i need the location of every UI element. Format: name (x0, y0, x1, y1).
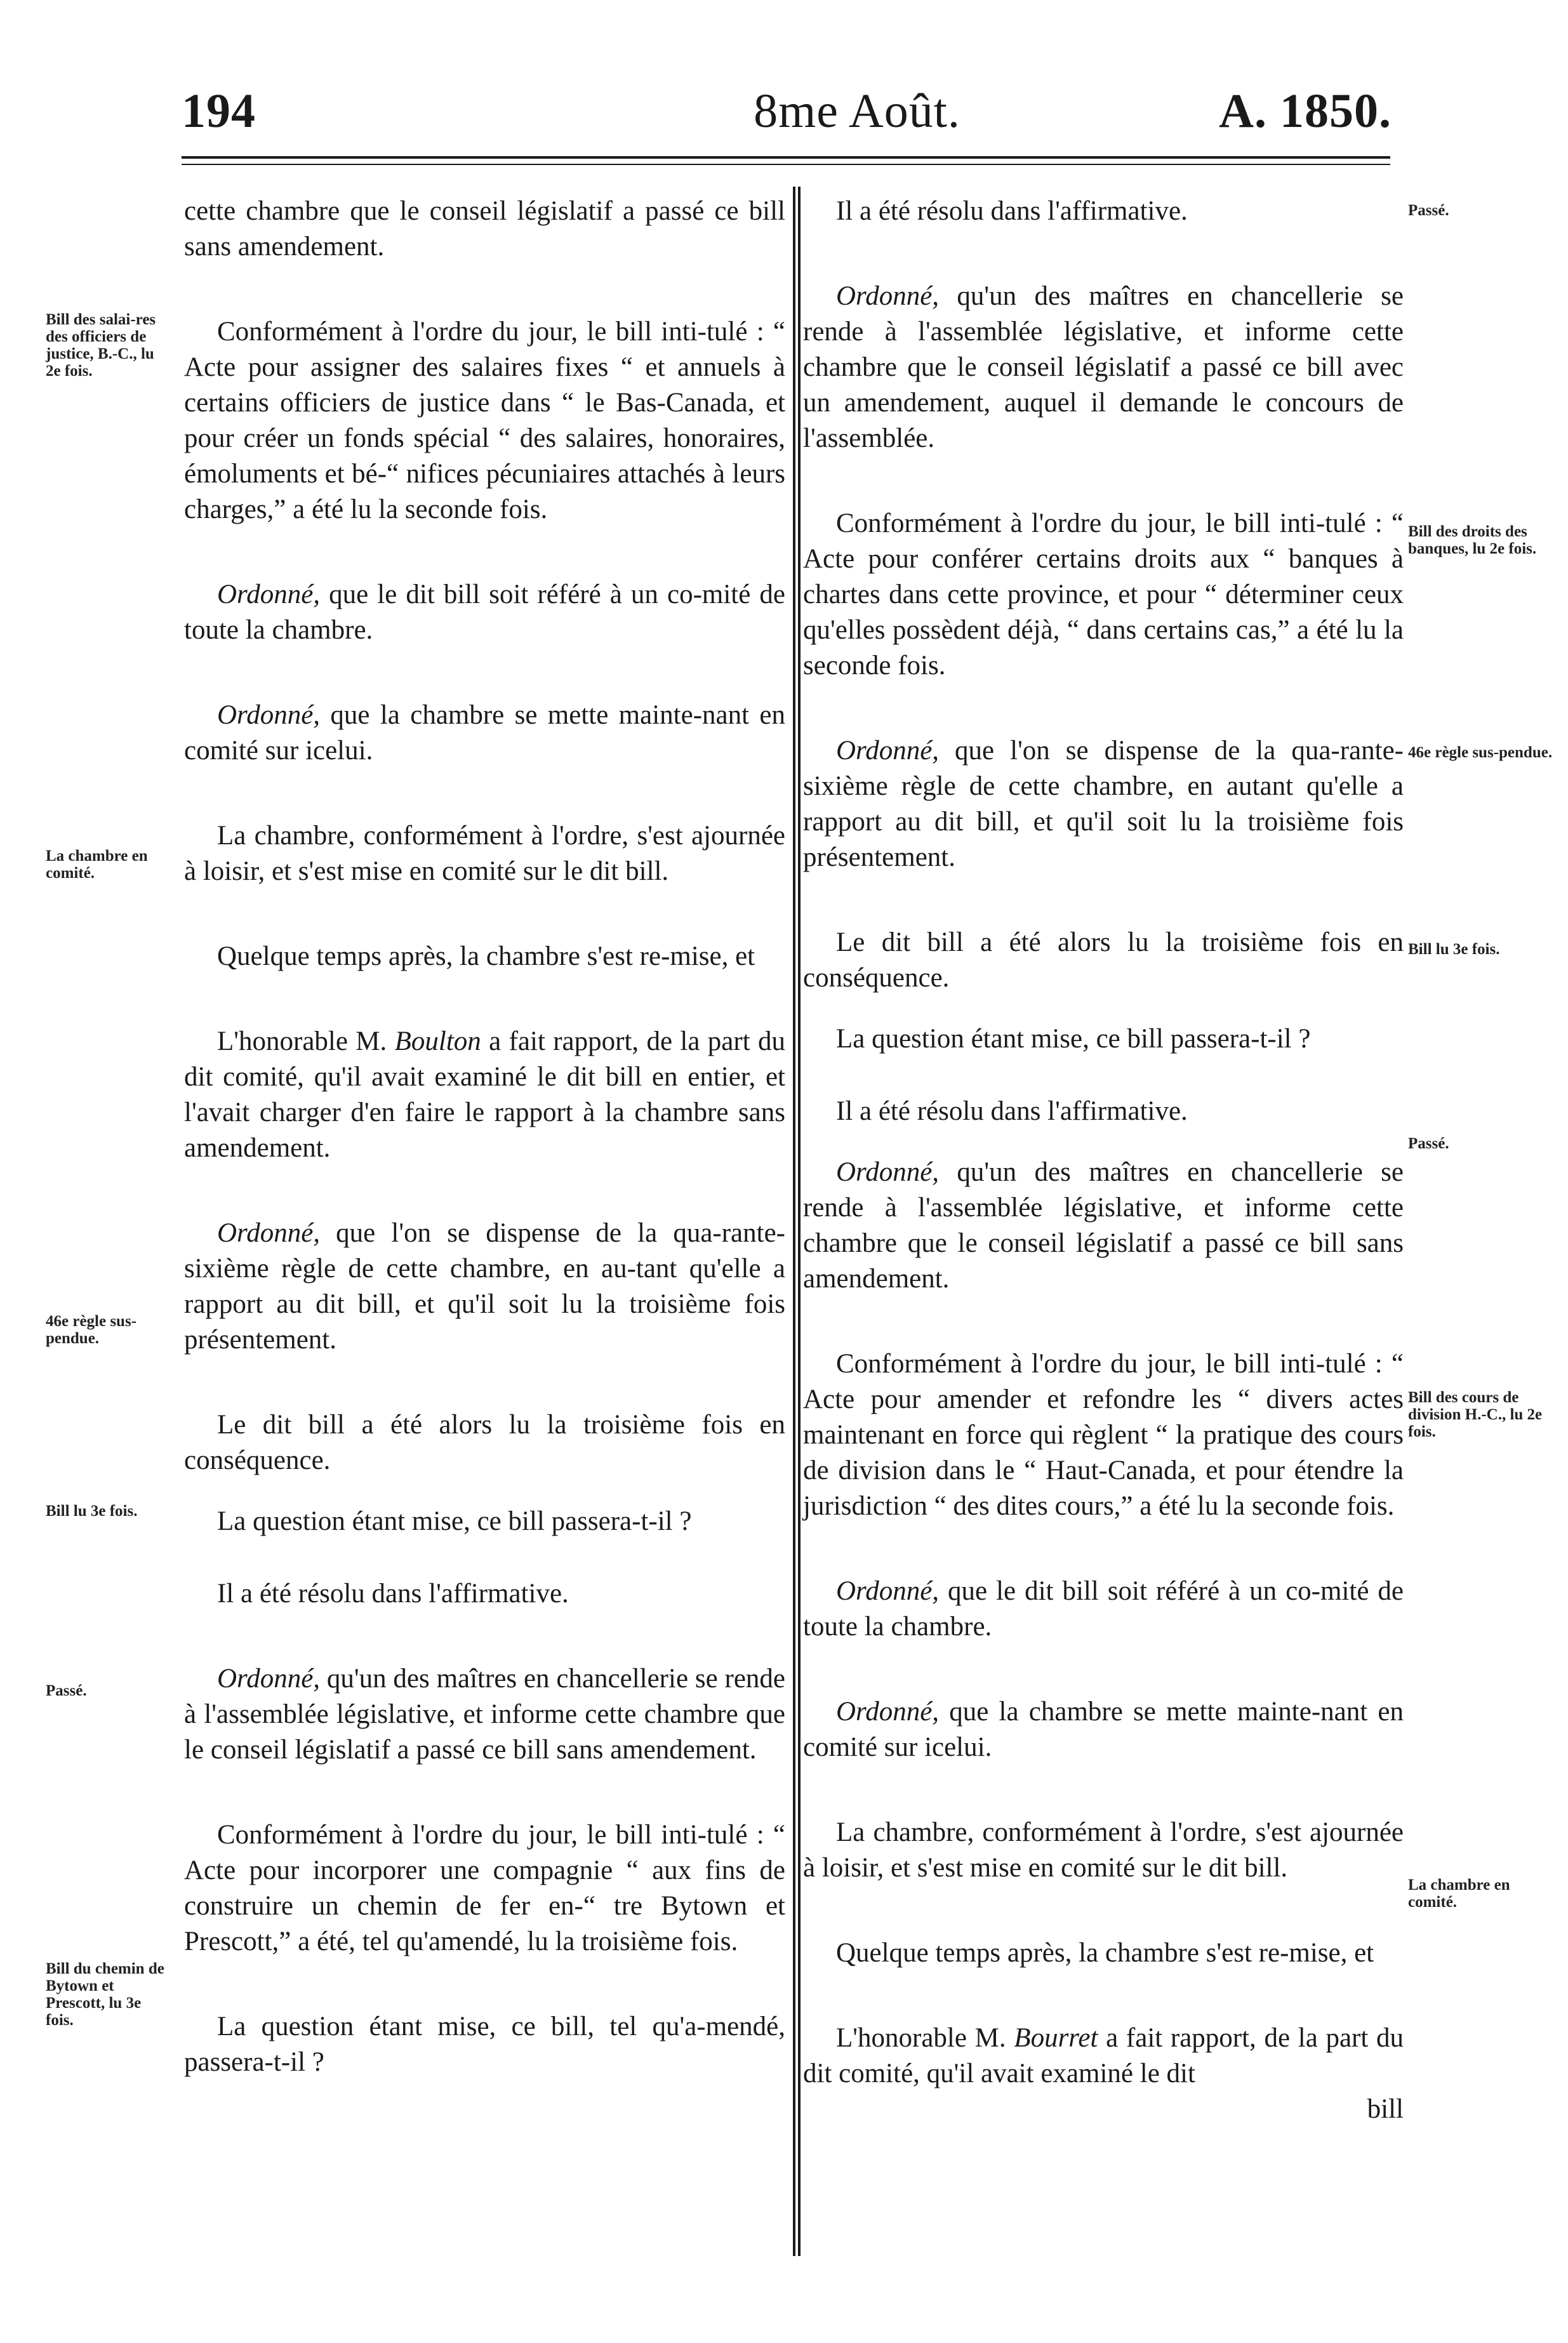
emphasis: Bourret (1014, 2023, 1098, 2053)
paragraph: Conformément à l'ordre du jour, le bill inti-tulé : “ Acte pour conférer certains droits aux “ banques à chartes dans cette province, et pour “ déterminer ceux qu'elles possèdent déjà, “ dans certains cas,” a été lu la seconde fois. (803, 508, 1404, 680)
emphasis: Ordonné, (217, 700, 321, 730)
margin-note-right: Bill lu 3e fois. (1408, 941, 1500, 958)
paragraph (184, 698, 785, 769)
paragraph: Il a été résolu dans l'affirmative. (836, 1096, 1188, 1126)
margin-note-left: 46e règle sus-pendue. (46, 1313, 137, 1347)
paragraph: cette chambre que le conseil législatif a passé ce bill sans amendement. (184, 196, 785, 262)
margin-note-right: Bill des cours de division H.-C., lu 2e fois. (1408, 1389, 1543, 1440)
paragraph (184, 577, 785, 648)
paragraph (803, 279, 1404, 456)
paragraph: Quelque temps après, la chambre s'est re-mise, et (217, 941, 755, 971)
text: a fait rapport, de la part du dit comité, qu'il avait examiné le dit (803, 2023, 1404, 2088)
paragraph: Il a été résolu dans l'affirmative. (217, 1579, 569, 1609)
column-divider-left (793, 187, 795, 2256)
paragraph (803, 2021, 1404, 2092)
page-date: 8me Août. (754, 84, 960, 138)
text: qu'un des maîtres en chancellerie se rende à l'assemblée législative, et informe cette chambre que le conseil législatif a passé ce bill avec un amendement, auquel il demande le concours de l'assemblée. (803, 281, 1404, 453)
paragraph: La question étant mise, ce bill passera-t-il ? (217, 1506, 692, 1536)
paragraph: bill (1367, 2094, 1404, 2124)
paragraph (803, 1694, 1404, 1765)
paragraph: Le dit bill a été alors lu la troisième fois en conséquence. (184, 1410, 785, 1475)
margin-note-right: Bill des droits des banques, lu 2e fois. (1408, 523, 1537, 557)
paragraph (803, 733, 1404, 875)
margin-note-right: Passé. (1408, 1135, 1449, 1152)
paragraph (184, 1024, 785, 1166)
paragraph: La question étant mise, ce bill passera-t-il ? (836, 1024, 1311, 1054)
text: que le dit bill soit référé à un co-mité de toute la chambre. (184, 580, 785, 645)
text: que l'on se dispense de la qua-rante-sixième règle de cette chambre, en autant qu'elle a rapport au dit bill, et qu'il soit lu la troisième fois présentement. (803, 736, 1404, 872)
paragraph: Quelque temps après, la chambre s'est re-mise, et (836, 1938, 1374, 1968)
paragraph (803, 1155, 1404, 1297)
emphasis: Ordonné, (217, 1218, 321, 1248)
margin-note-left: Bill des salai-res des officiers de justice, B.-C., lu 2e fois. (46, 311, 156, 380)
text: qu'un des maîtres en chancellerie se rende à l'assemblée législative, et informe cette chambre que le conseil législatif a passé ce bill sans amendement. (184, 1664, 785, 1765)
margin-note-right: Passé. (1408, 202, 1449, 219)
text: que la chambre se mette mainte-nant en comité sur icelui. (184, 700, 785, 766)
emphasis: Ordonné, (217, 1664, 321, 1694)
column-divider-right (798, 187, 801, 2256)
text: a fait rapport, de la part du dit comité, qu'il avait examiné le dit bill en entier, et l'avait charger d'en faire le rapport à la chambre sans amendement. (184, 1026, 786, 1163)
emphasis: Ordonné, (836, 281, 940, 311)
paragraph: Il a été résolu dans l'affirmative. (836, 196, 1188, 226)
emphasis: Ordonné, (217, 580, 321, 609)
paragraph: Conformément à l'ordre du jour, le bill inti-tulé : “ Acte pour amender et refondre les “ divers actes maintenant en force qui règlent “ la pratique des cours de division dans le “ Haut-Canada, et pour étendre la jurisdiction “ des dites cours,” a été lu la seconde fois. (803, 1349, 1404, 1521)
text: L'honorable M. (836, 2023, 1014, 2053)
text: L'honorable M. (217, 1026, 395, 1056)
page-year: A. 1850. (1219, 84, 1392, 138)
paragraph (184, 1661, 785, 1768)
text: que la chambre se mette mainte-nant en comité sur icelui. (803, 1697, 1404, 1762)
header-rule-top (182, 156, 1390, 159)
paragraph: La chambre, conformément à l'ordre, s'est ajournée à loisir, et s'est mise en comité sur le dit bill. (803, 1817, 1404, 1883)
margin-note-right: La chambre en comité. (1408, 1876, 1510, 1911)
right-column (803, 194, 1404, 2127)
margin-note-left: Bill lu 3e fois. (46, 1503, 138, 1520)
paragraph (184, 1216, 785, 1358)
text: que le dit bill soit référé à un co-mité de toute la chambre. (803, 1576, 1404, 1642)
header-rule-bottom (182, 164, 1390, 165)
emphasis: Ordonné, (836, 1576, 940, 1606)
page-number: 194 (182, 84, 256, 138)
left-column (184, 194, 785, 2080)
emphasis: Ordonné, (836, 736, 940, 766)
paragraph: Conformément à l'ordre du jour, le bill inti-tulé : “ Acte pour assigner des salaires fixes “ et annuels à certains officiers de justice dans “ le Bas-Canada, et pour créer un fonds spécial “ des salaires, honoraires, émoluments et bé-“ nifices pécuniaires attachés à leurs charges,” a été lu la seconde fois. (184, 317, 785, 524)
paragraph: La question étant mise, ce bill, tel qu'a-mendé, passera-t-il ? (184, 2012, 785, 2077)
text: que l'on se dispense de la qua-rante-sixième règle de cette chambre, en au-tant qu'elle a rapport au dit bill, et qu'il soit lu la troisième fois présentement. (184, 1218, 785, 1355)
paragraph: La chambre, conformément à l'ordre, s'est ajournée à loisir, et s'est mise en comité sur le dit bill. (184, 821, 785, 886)
paragraph: Le dit bill a été alors lu la troisième fois en conséquence. (803, 927, 1404, 993)
margin-note-left: La chambre en comité. (46, 847, 148, 882)
emphasis: Ordonné, (836, 1697, 940, 1727)
emphasis: Ordonné, (836, 1157, 940, 1187)
margin-note-right: 46e règle sus-pendue. (1408, 744, 1553, 761)
text: qu'un des maîtres en chancellerie se rende à l'assemblée législative, et informe cette chambre que le conseil législatif a passé ce bill sans amendement. (803, 1157, 1404, 1294)
margin-note-left: Passé. (46, 1682, 87, 1699)
emphasis: Boulton (394, 1026, 481, 1056)
paragraph (803, 1574, 1404, 1645)
margin-note-left: Bill du chemin de Bytown et Prescott, lu 3e fois. (46, 1960, 164, 2029)
paragraph: Conformément à l'ordre du jour, le bill inti-tulé : “ Acte pour incorporer une compagnie “ aux fins de construire un chemin de fer en-“ tre Bytown et Prescott,” a été, tel qu'amendé, lu la troisième fois. (184, 1820, 785, 1956)
